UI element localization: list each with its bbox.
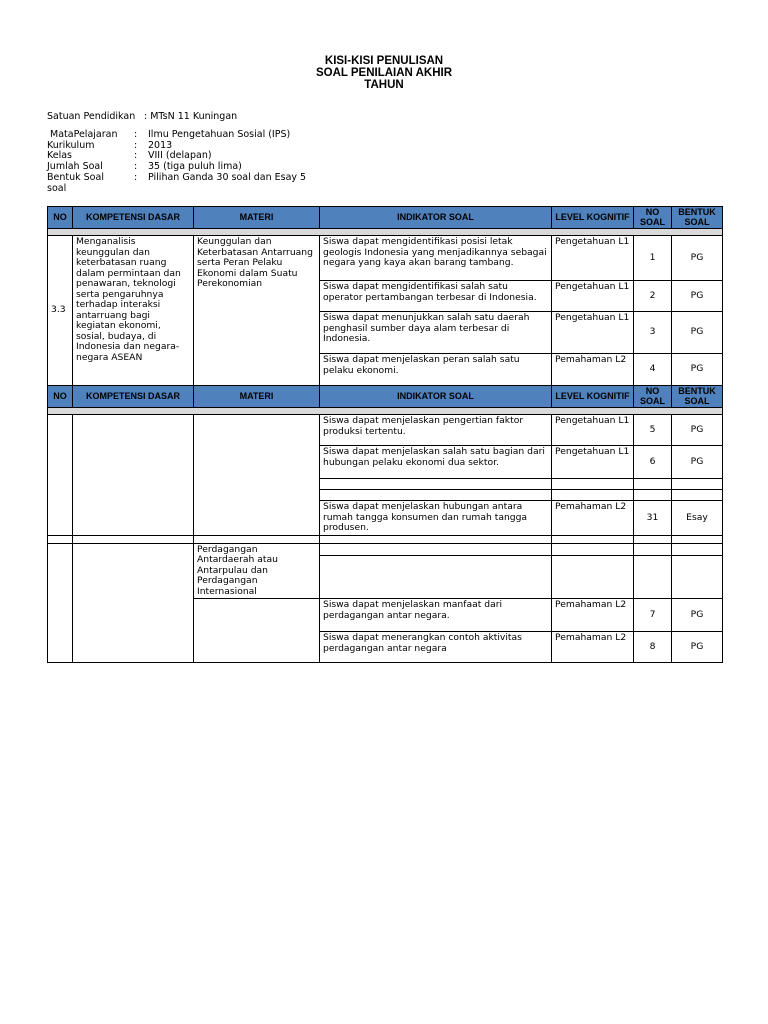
empty-cell (634, 490, 672, 501)
empty-cell (672, 479, 723, 490)
empty-cell (48, 535, 73, 543)
kelas-label: Kelas (47, 150, 73, 161)
bentuk-soal-cell: PG (672, 236, 723, 281)
empty-cell (194, 535, 320, 543)
title-line-2: SOAL PENILAIAN AKHIR (315, 67, 453, 79)
bentuk-soal-cell: Esay (672, 501, 723, 536)
indikator-cell: Siswa dapat menjelaskan pengertian faktor produksi tertentu. (320, 415, 552, 446)
no-soal-cell: 4 (634, 354, 672, 386)
materi-cell: Keunggulan dan Keterbatasan Antarruang serta Peran Pelaku Ekonomi dalam Suatu Perekonomian (194, 236, 320, 386)
empty-cell (320, 555, 552, 598)
bentuk-label-cont: soal (47, 183, 67, 194)
header-no-soal: NO SOAL (634, 207, 672, 229)
level-cell: Pemahaman L2 (552, 599, 634, 632)
row-number: 3.3 (48, 236, 73, 386)
kurikulum-value: 2013 (148, 139, 173, 151)
empty-cell (552, 535, 634, 543)
indikator-cell: Siswa dapat mengidentifikasi salah satu operator pertambangan terbesar di Indonesia. (320, 281, 552, 312)
materi-cell: Perdagangan Antardaerah atau Antarpulau dan Perdagangan Internasional (194, 543, 320, 599)
empty-cell (73, 415, 194, 536)
document-title (0, 55, 768, 91)
table-row (48, 543, 723, 555)
table-row (48, 236, 723, 281)
no-soal-cell: 7 (634, 599, 672, 632)
indikator-cell: Siswa dapat menunjukkan salah satu daerah penghasil sumber daya alam terbesar di Indonesia. (320, 312, 552, 354)
empty-cell (73, 535, 194, 543)
table-header-row-repeat (48, 386, 723, 408)
table-row (48, 415, 723, 446)
no-soal-cell: 3 (634, 312, 672, 354)
mapel-value: Ilmu Pengetahuan Sosial (IPS) (148, 129, 291, 140)
no-soal-cell: 5 (634, 415, 672, 446)
header-kompetensi-dasar: KOMPETENSI DASAR (73, 207, 194, 229)
indikator-cell: Siswa dapat menjelaskan peran salah satu pelaku ekonomi. (320, 354, 552, 386)
empty-cell (320, 490, 552, 501)
empty-cell (48, 543, 73, 663)
mapel-label: MataPelajaran (50, 129, 118, 140)
bentuk-soal-cell: PG (672, 354, 723, 386)
level-cell: Pengetahuan L1 (552, 236, 634, 281)
empty-cell (672, 543, 723, 555)
kelas-value: VIII (delapan) (148, 150, 212, 161)
bentuk-soal-cell: PG (672, 446, 723, 479)
empty-cell (552, 490, 634, 501)
empty-cell (552, 479, 634, 490)
jumlah-label: Jumlah Soal (47, 161, 103, 172)
identity-block (47, 112, 447, 197)
no-soal-cell: 8 (634, 632, 672, 663)
kurikulum-colon: : (134, 139, 138, 151)
kisi-kisi-table (47, 206, 723, 663)
bentuk-colon: : (134, 172, 138, 183)
kelas-colon: : (134, 150, 138, 161)
indikator-cell: Siswa dapat menerangkan contoh aktivitas perdagangan antar negara (320, 632, 552, 663)
header-indikator: INDIKATOR SOAL (320, 386, 552, 408)
empty-cell (320, 543, 552, 555)
header-level-kognitif: LEVEL KOGNITIF (552, 207, 634, 229)
header-bentuk-soal: BENTUK SOAL (672, 386, 723, 408)
empty-cell (194, 599, 320, 663)
empty-cell (634, 535, 672, 543)
level-cell: Pemahaman L2 (552, 501, 634, 536)
title-line-1: KISI-KISI PENULISAN (324, 55, 444, 67)
kompetensi-dasar-cell: Menganalisis keunggulan dan keterbatasan ruang dalam permintaan dan penawaran, teknologi serta pengaruhnya terhadap interaksi antarruang bagi kegiatan ekonomi, sosial, budaya, di Indonesia dan negara-negara ASEAN (73, 236, 194, 386)
header-no: NO (48, 386, 73, 408)
header-level-kognitif: LEVEL KOGNITIF (552, 386, 634, 408)
bentuk-soal-cell: PG (672, 415, 723, 446)
bentuk-soal-cell: PG (672, 281, 723, 312)
no-soal-cell: 1 (634, 236, 672, 281)
empty-cell (73, 543, 194, 663)
header-no-soal: NO SOAL (634, 386, 672, 408)
spacer-row (48, 229, 723, 236)
kurikulum-label: Kurikulum (47, 139, 95, 151)
bentuk-label: Bentuk Soal (47, 172, 104, 183)
header-kompetensi-dasar: KOMPETENSI DASAR (73, 386, 194, 408)
bentuk-soal-cell: PG (672, 632, 723, 663)
indikator-cell: Siswa dapat menjelaskan salah satu bagian dari hubungan pelaku ekonomi dua sektor. (320, 446, 552, 479)
mapel-colon: : (134, 129, 138, 140)
table-header-row (48, 207, 723, 229)
jumlah-value: 35 (tiga puluh lima) (148, 161, 242, 172)
spacer-row (48, 408, 723, 415)
empty-cell (672, 555, 723, 598)
no-soal-cell: 2 (634, 281, 672, 312)
header-materi: MATERI (194, 386, 320, 408)
level-cell: Pengetahuan L1 (552, 446, 634, 479)
no-soal-cell: 6 (634, 446, 672, 479)
empty-cell (672, 490, 723, 501)
empty-cell (320, 479, 552, 490)
header-materi: MATERI (194, 207, 320, 229)
table-row (48, 535, 723, 543)
bentuk-soal-cell: PG (672, 599, 723, 632)
empty-cell (194, 415, 320, 536)
indikator-cell: Siswa dapat menjelaskan hubungan antara rumah tangga konsumen dan rumah tangga produsen. (320, 501, 552, 536)
empty-cell (634, 479, 672, 490)
level-cell: Pengetahuan L1 (552, 415, 634, 446)
jumlah-colon: : (134, 161, 138, 172)
level-cell: Pemahaman L2 (552, 632, 634, 663)
indikator-cell: Siswa dapat mengidentifikasi posisi letak geologis Indonesia yang menjadikannya sebagai negara yang kaya akan barang tambang. (320, 236, 552, 281)
no-soal-cell: 31 (634, 501, 672, 536)
empty-cell (320, 535, 552, 543)
empty-cell (634, 543, 672, 555)
title-line-3: TAHUN (364, 79, 404, 91)
empty-cell (552, 555, 634, 598)
empty-cell (552, 543, 634, 555)
header-bentuk-soal: BENTUK SOAL (672, 207, 723, 229)
level-cell: Pengetahuan L1 (552, 281, 634, 312)
header-no: NO (48, 207, 73, 229)
bentuk-soal-cell: PG (672, 312, 723, 354)
level-cell: Pemahaman L2 (552, 354, 634, 386)
satuan-value: : MTsN 11 Kuningan (144, 111, 238, 122)
satuan-label: Satuan Pendidikan (47, 111, 136, 122)
empty-cell (48, 415, 73, 536)
level-cell: Pengetahuan L1 (552, 312, 634, 354)
bentuk-value: Pilihan Ganda 30 soal dan Esay 5 (148, 172, 307, 183)
empty-cell (672, 535, 723, 543)
header-indikator: INDIKATOR SOAL (320, 207, 552, 229)
indikator-cell: Siswa dapat menjelaskan manfaat dari perdagangan antar negara. (320, 599, 552, 632)
empty-cell (634, 555, 672, 598)
